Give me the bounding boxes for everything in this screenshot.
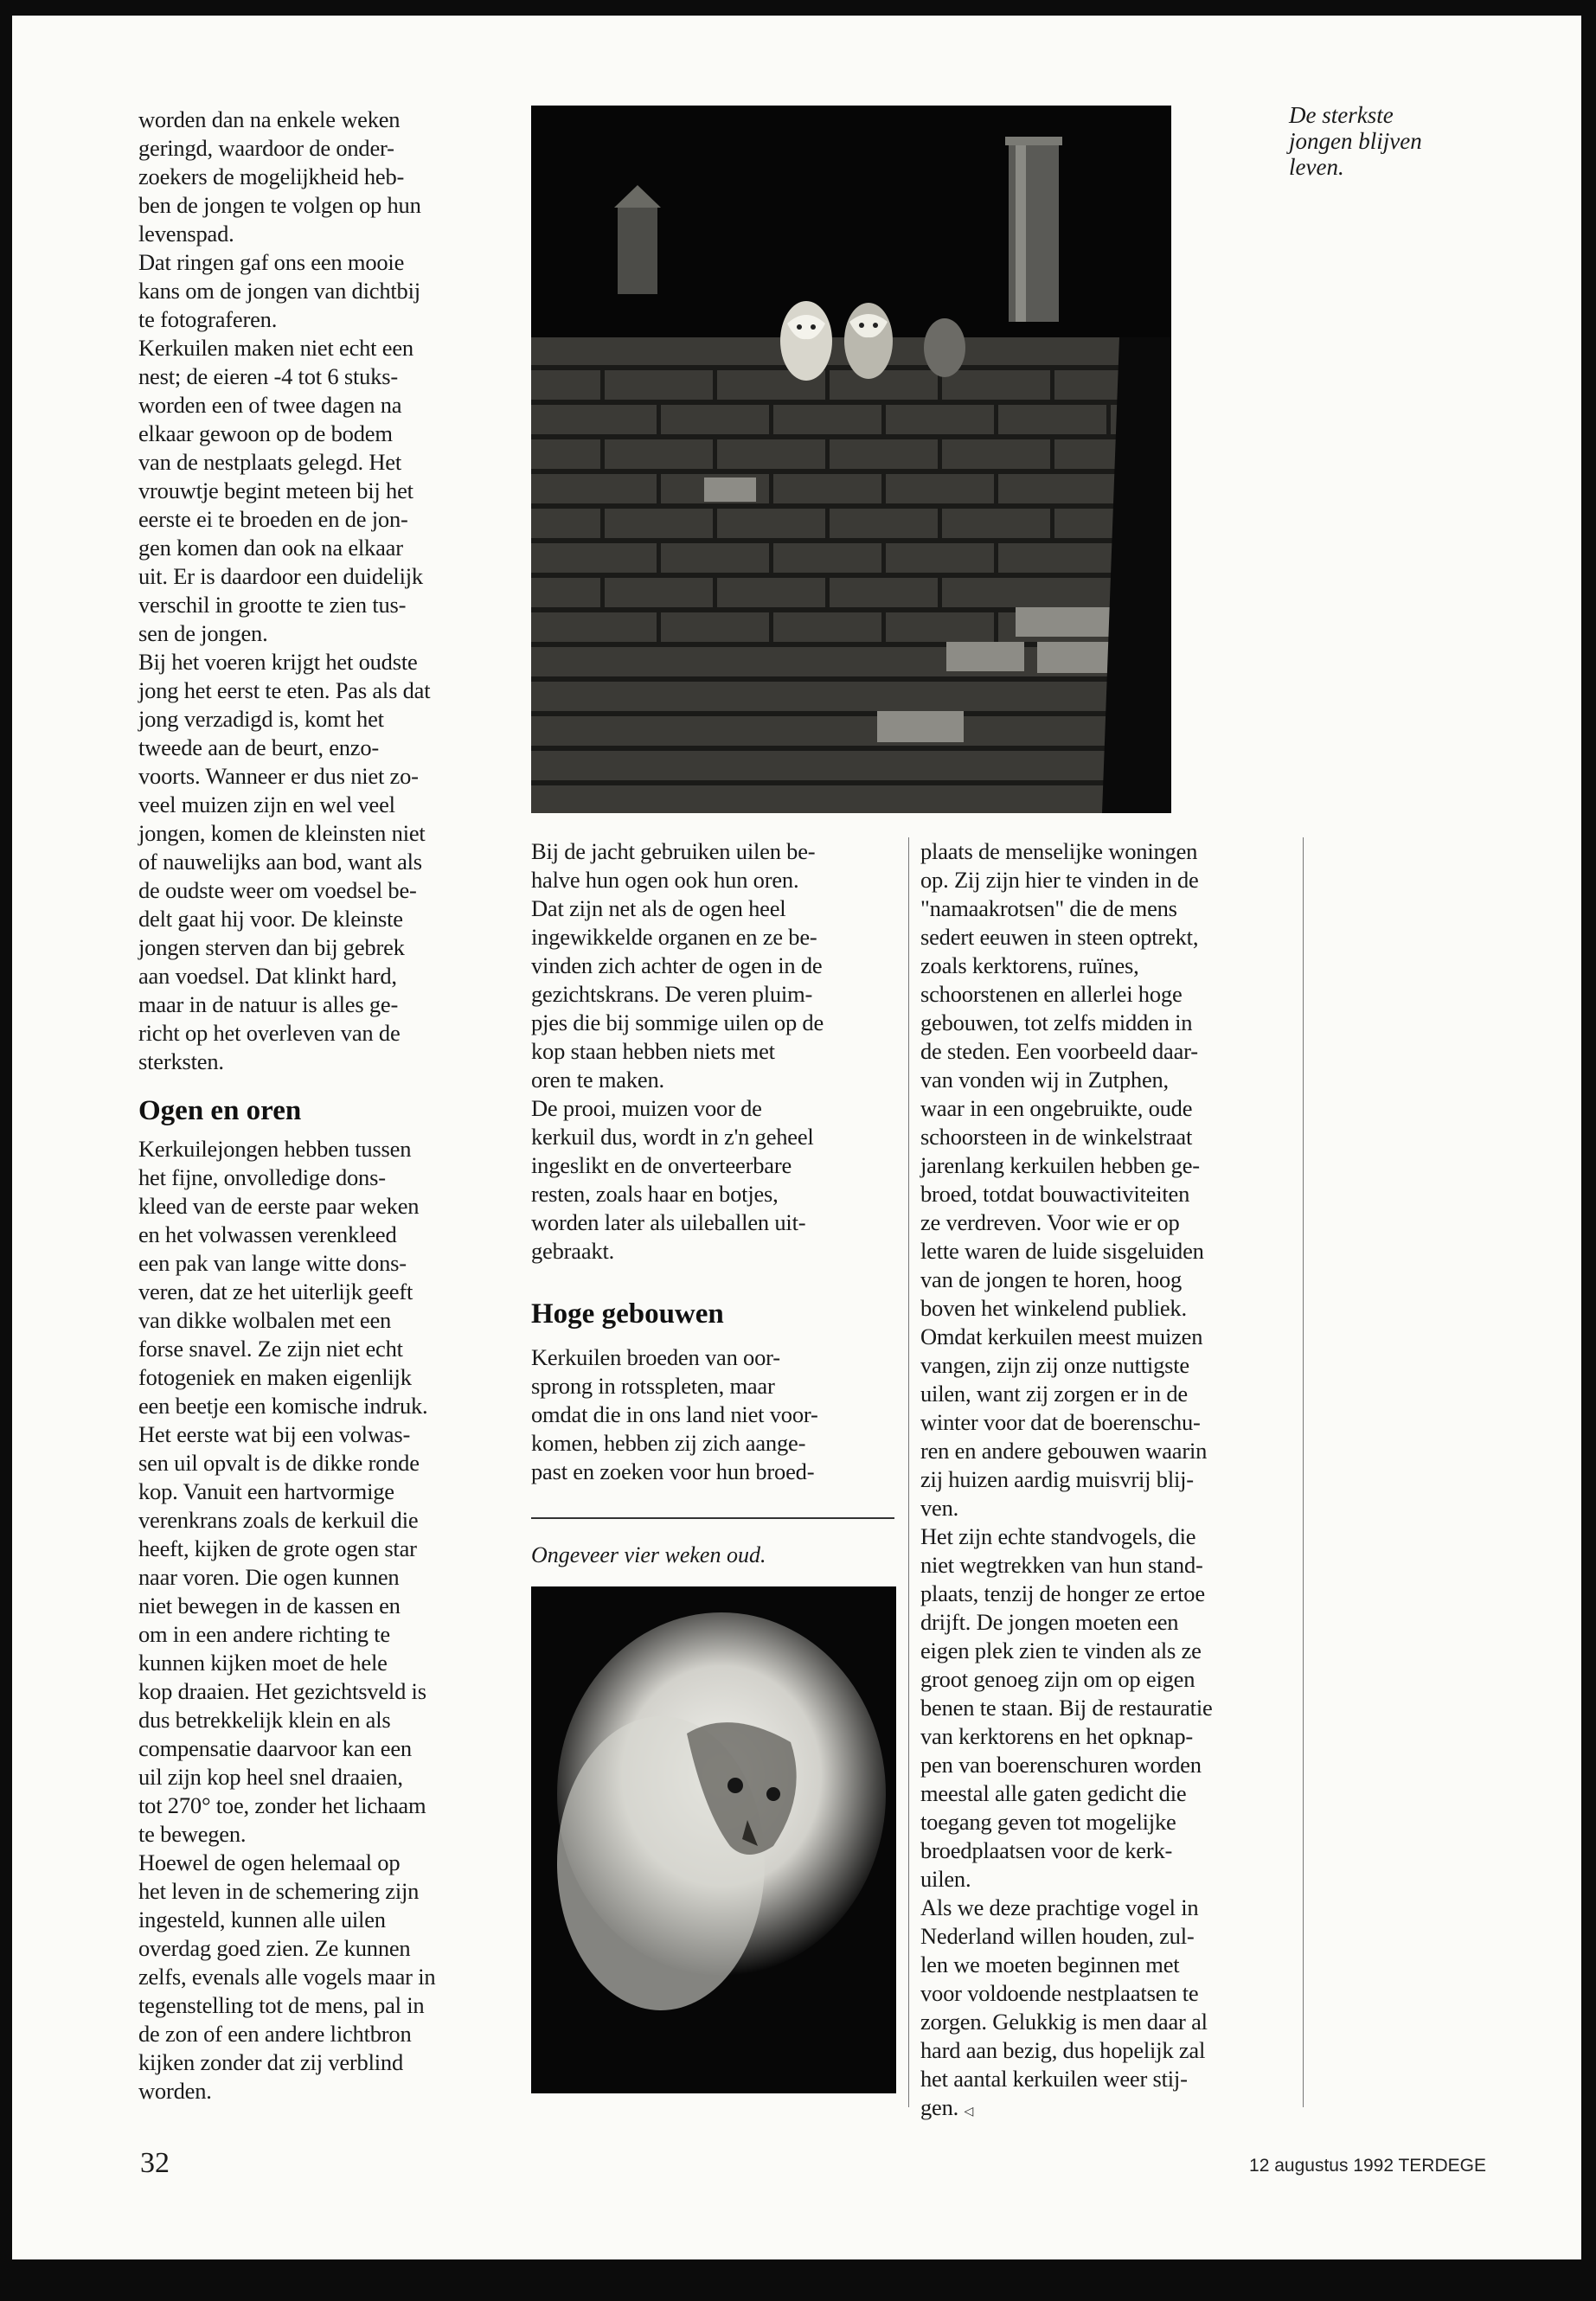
column-1-body: Kerkuilejongen hebben tussen het fijne, onvolledige dons- kleed van de eerste paar weken en het volwassen verenkleed een pak van lange witte dons- veren, dat ze het uiterlijk geeft van dikke wolbalen met een forse snavel. Ze zijn niet echt fotogeniek en maken eigenlijk een beetje een komische indruk. Het eerste wat bij een volwas- sen uil opvalt is de dikke ronde kop. Vanuit een hartvormige verenkrans zoals de kerkuil die heeft, kijken de grote ogen star naar voren. Die ogen kunnen niet bewegen in de kassen en om in een andere richting te kunnen kijken moet de hele kop draaien. Het gezichtsveld is dus betrekkelijk klein en als compensatie daarvoor kan een uil zijn kop heel snel draaien, tot 270° toe, zonder het lichaam te bewegen. Hoewel de ogen helemaal op het leven in de schemering zijn ingesteld, kunnen alle uilen overdag goed zien. Ze kunnen zelfs, evenals alle vogels maar in tegenstelling tot de mens, pal in de zon of een andere lichtbron kijken zonder dat zij verblind worden. — [138, 1136, 436, 2104]
column-1-intro: worden dan na enkele weken geringd, waardoor de onder- zoekers de mogelijkheid heb- ben de jongen te volgen op hun levenspad. Dat ringen gaf ons een mooie kans om de jongen van dichtbij te fotograferen. Kerkuilen maken niet echt een nest; de eieren -4 tot 6 stuks- worden een of twee dagen na elkaar gewoon op de bodem van de nestplaats gelegd. Het vrouwtje begint meteen bij het eerste ei te broeden en de jon- gen komen dan ook na elkaar uit. Er is daardoor een duidelijk verschil in grootte te zien tus- sen de jongen. Bij het voeren krijgt het oudste jong het eerst te eten. Pas als dat jong verzadigd is, komt het tweede aan de beurt, enzo- voorts. Wanneer er dus niet zo- veel muizen zijn en wel veel jongen, komen de kleinsten niet of nauwelijks aan bod, want als de oudste weer om voedsel be- delt gaat hij voor. De kleinste jongen sterven dan bij gebrek aan voedsel. Dat klinkt hard, maar in de natuur is alles ge- richt op het overleven van de sterksten. — [138, 106, 431, 1074]
issue-date-magazine: 12 augustus 1992 TERDEGE — [1249, 2156, 1486, 2176]
column-3 — [920, 837, 1301, 2126]
photo-caption — [531, 1541, 894, 1569]
column-divider-2 — [908, 837, 909, 2107]
column-divider-3 — [1303, 837, 1304, 2107]
pull-quote-text: De sterkste jongen blijven leven. — [1289, 102, 1422, 180]
scan-border-bottom — [0, 2259, 1596, 2301]
column-3-text: plaats de menselijke woningen op. Zij zijn hier te vinden in de "namaakrotsen" die de mens sedert eeuwen in steen optrekt, zoals kerktorens, ruïnes, schoorstenen en allerlei hoge gebouwen, tot zelfs midden in de steden. Een voorbeeld daar- van vonden wij in Zutphen, waar in een ongebruikte, oude schoorsteen in de winkelstraat jarenlang kerkuilen hebben ge- broed, totdat bouwactiviteiten ze verdreven. Voor wie er op lette waren de luide sisgeluiden van de jongen te horen, hoog boven het winkelend publiek. Omdat kerkuilen meest muizen vangen, zijn zij onze nuttigste uilen, want zij zorgen er in de winter voor dat de boerenschu- ren en andere gebouwen waarin zij huizen aardig muisvrij blij- ven. Het zijn echte standvogels, die niet wegtrekken van hun stand- plaats, tenzij de honger ze ertoe drijft. De jongen moeten een eigen plek zien te vinden als ze groot genoeg zijn om op eigen benen te staan. Bij de restauratie van kerktorens en het opknap- pen van boerenschuren worden meestal alle gaten gedicht die toegang geven tot mogelijke broedplaatsen voor de kerk- uilen. Als we deze prachtige vogel in Nederland willen houden, zul- len we moeten beginnen met voor voldoende nestplaatsen te zorgen. Gelukkig is men daar al hard aan bezig, dus hopelijk zal het aantal kerkuilen weer stij- gen. — [920, 838, 1213, 2120]
owl-right — [844, 303, 893, 379]
heading-ogen-en-oren: Ogen en oren — [138, 1095, 302, 1126]
photo-owl-chick — [531, 1586, 896, 2093]
column-2-body: Kerkuilen broeden van oor- sprong in rotsspleten, maar omdat die in ons land niet voor- komen, hebben zij zich aange- past en zoeken voor hun broed- — [531, 1344, 818, 1484]
pull-quote — [1289, 102, 1514, 180]
column-1 — [138, 106, 510, 2106]
end-mark: ◁ — [964, 2106, 974, 2118]
owl-left — [780, 301, 832, 381]
column-3-body — [920, 837, 1301, 2126]
scan-border-right — [1581, 0, 1596, 2301]
scan-border-top — [0, 0, 1596, 16]
owls-on-chimney-illustration — [531, 106, 1171, 813]
scan-border-left — [0, 0, 12, 2301]
column-2-intro: Bij de jacht gebruiken uilen be- halve hun ogen ook hun oren. Dat zijn net als de ogen heel ingewikkelde organen en ze be- vinden zich achter de ogen in de gezichtskrans. De veren pluim- pjes die bij sommige uilen op de kop staan hebben niets met oren te maken. De prooi, muizen voor de kerkuil dus, wordt in z'n geheel ingeslikt en de onverteerbare resten, zoals haar en botjes, worden later als uileballen uit- gebraakt. — [531, 838, 824, 1264]
caption-rule — [531, 1517, 894, 1519]
column-2 — [531, 837, 894, 1486]
photo-caption-text: Ongeveer vier weken oud. — [531, 1542, 766, 1567]
photo-owls-on-chimney — [531, 106, 1171, 813]
page-number: 32 — [140, 2147, 170, 2179]
owl-chick-illustration — [531, 1586, 896, 2093]
heading-hoge-gebouwen: Hoge gebouwen — [531, 1298, 724, 1330]
